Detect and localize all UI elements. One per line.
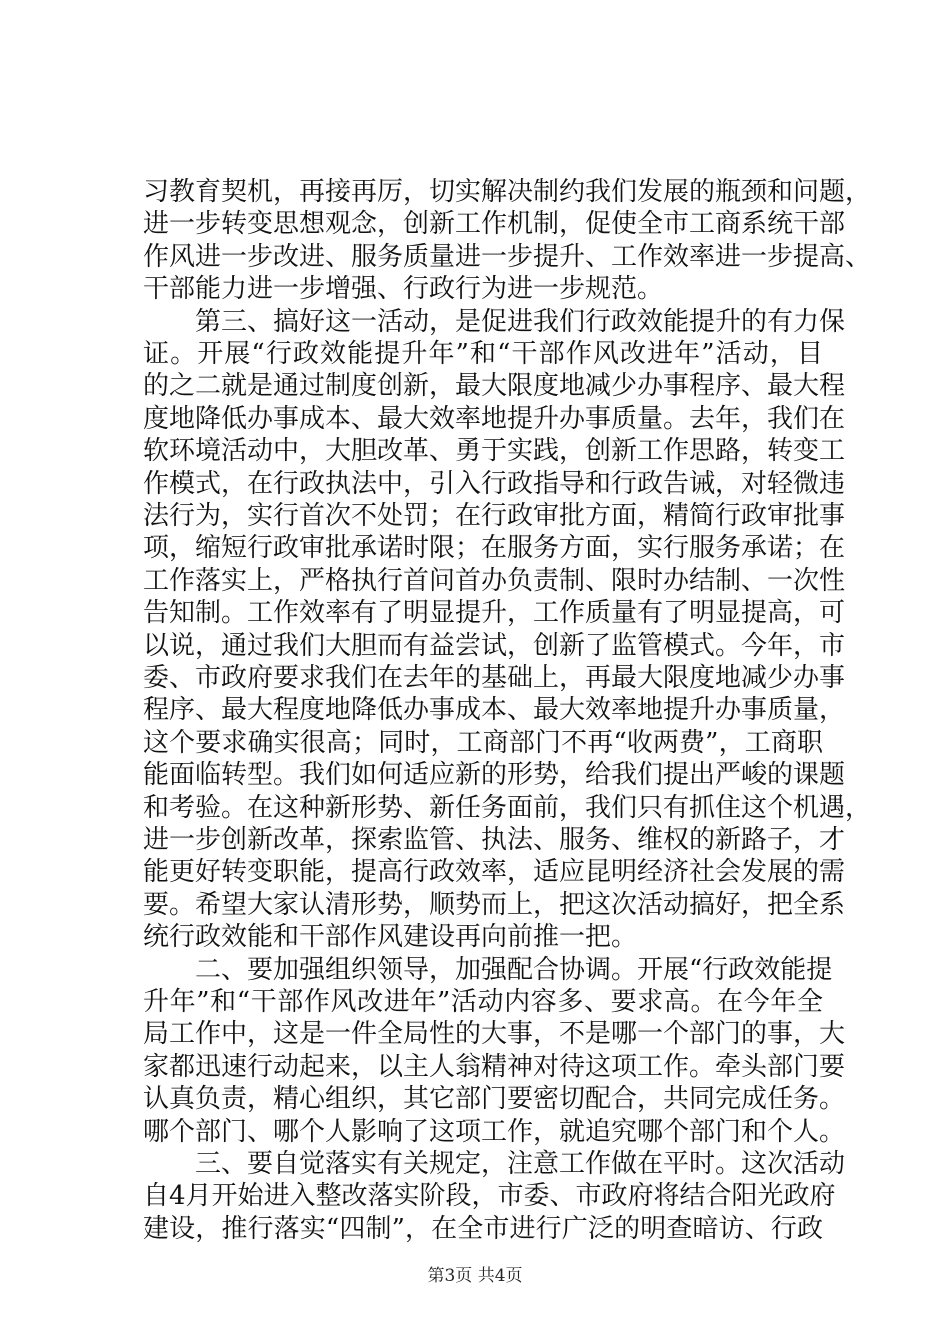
text-line: 要。希望大家认清形势，顺势而上，把这次活动搞好，把全系 bbox=[143, 889, 846, 920]
text-line: 证。开展“行政效能提升年”和“干部作风改进年”活动，目 bbox=[143, 339, 823, 369]
text-line: 项，缩短行政审批承诺时限；在服务方面，实行服务承诺；在 bbox=[143, 533, 846, 564]
text-line: 告知制。工作效率有了明显提升，工作质量有了明显提高，可 bbox=[143, 598, 846, 629]
text-line: 升年”和“干部作风改进年”活动内容多、要求高。在今年全 bbox=[143, 987, 823, 1017]
text-line: 自4月开始进入整改落实阶段，市委、市政府将结合阳光政府 bbox=[143, 1181, 836, 1212]
text-line: 习教育契机，再接再厉，切实解决制约我们发展的瓶颈和问题， bbox=[143, 177, 872, 207]
text-line: 进一步转变思想观念，创新工作机制，促使全市工商系统干部 bbox=[143, 209, 846, 240]
text-line: 能更好转变职能，提高行政效率，适应昆明经济社会发展的需 bbox=[143, 857, 846, 888]
text-line: 二、要加强组织领导，加强配合协调。开展“行政效能提 bbox=[143, 954, 833, 985]
text-line: 度地降低办事成本、最大效率地提升办事质量。去年，我们在 bbox=[143, 403, 846, 434]
text-line: 软环境活动中，大胆改革、勇于实践，创新工作思路，转变工 bbox=[143, 436, 846, 467]
text-line: 工作落实上，严格执行首问首办负责制、限时办结制、一次性 bbox=[143, 565, 846, 596]
text-line: 法行为，实行首次不处罚；在行政审批方面，精简行政审批事 bbox=[143, 501, 846, 531]
text-line: 作风进一步改进、服务质量进一步提升、工作效率进一步提高、 bbox=[143, 241, 872, 272]
text-line: 和考验。在这种新形势、新任务面前，我们只有抓住这个机遇， bbox=[143, 792, 872, 823]
text-line: 第三、搞好这一活动，是促进我们行政效能提升的有力保 bbox=[143, 306, 846, 337]
text-line: 三、要自觉落实有关规定，注意工作做在平时。这次活动 bbox=[143, 1149, 846, 1179]
text-line: 干部能力进一步增强、行政行为进一步规范。 bbox=[143, 274, 664, 305]
text-line: 的之二就是通过制度创新，最大限度地减少办事程序、最大程 bbox=[143, 371, 846, 402]
text-line: 统行政效能和干部作风建设再向前推一把。 bbox=[143, 922, 638, 953]
text-line: 哪个部门、哪个人影响了这项工作，就追究哪个部门和个人。 bbox=[143, 1116, 846, 1147]
text-line: 以说，通过我们大胆而有益尝试，创新了监管模式。今年，市 bbox=[143, 630, 846, 661]
text-line: 认真负责，精心组织，其它部门要密切配合，共同完成任务。 bbox=[143, 1084, 846, 1115]
text-line: 程序、最大程度地降低办事成本、最大效率地提升办事质量， bbox=[143, 695, 846, 726]
text-line: 能面临转型。我们如何适应新的形势，给我们提出严峻的课题 bbox=[143, 760, 846, 791]
text-line: 作模式，在行政执法中，引入行政指导和行政告诫，对轻微违 bbox=[143, 468, 846, 499]
page-footer: 第3页 共4页 bbox=[427, 1266, 523, 1286]
text-line: 家都迅速行动起来，以主人翁精神对待这项工作。牵头部门要 bbox=[143, 1051, 846, 1082]
text-line: 进一步创新改革，探索监管、执法、服务、维权的新路子，才 bbox=[143, 825, 846, 855]
text-line: 委、市政府要求我们在去年的基础上，再最大限度地减少办事 bbox=[143, 663, 846, 693]
text-line: 这个要求确实很高；同时，工商部门不再“收两费”，工商职 bbox=[143, 727, 823, 758]
text-line: 局工作中，这是一件全局性的大事，不是哪一个部门的事，大 bbox=[143, 1019, 846, 1050]
text-line: 建设，推行落实“四制”，在全市进行广泛的明查暗访、行政 bbox=[143, 1213, 823, 1244]
